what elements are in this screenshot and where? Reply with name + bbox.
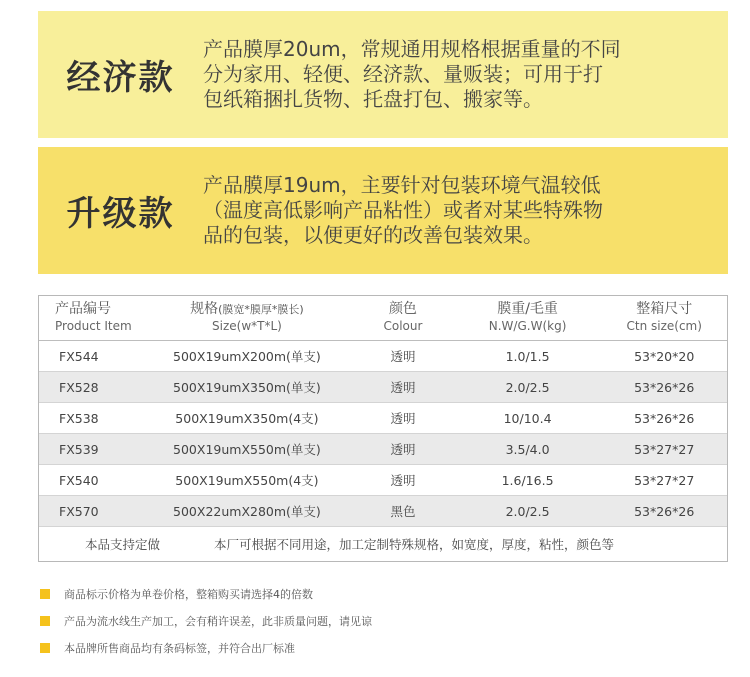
cell-product-item: FX540 (59, 472, 99, 488)
cell-size: 500X19umX350m(4支) (175, 411, 319, 426)
cell-product-item: FX570 (59, 503, 99, 519)
header-carton-size: 整箱尺寸 Ctn size(cm) (626, 301, 702, 333)
table-header (39, 296, 727, 341)
table-row (39, 341, 727, 372)
cell-colour: 透明 (390, 473, 416, 488)
economy-card (38, 11, 728, 138)
cell-carton-size: 53*26*26 (634, 379, 695, 395)
note-text: 商品标示价格为单卷价格，整箱购买请选择4的倍数 (64, 587, 313, 601)
economy-description (203, 37, 728, 112)
cell-product-item: FX528 (59, 379, 99, 395)
square-bullet-icon (40, 643, 50, 653)
upgrade-desc-line: 品的包装，以便更好的改善包装效果。 (203, 223, 543, 247)
cell-product-item: FX539 (59, 441, 99, 457)
custom-order-label: 本品支持定做 (84, 537, 160, 552)
header-size: 规格(膜宽*膜厚*膜长) Size(w*T*L) (190, 301, 304, 333)
note-text: 产品为流水线生产加工，会有稍许误差，此非质量问题，请见谅 (64, 614, 372, 628)
cell-size: 500X19umX200m(单支) (173, 349, 321, 364)
notes-list (40, 580, 700, 661)
table-row (39, 403, 727, 434)
cell-size: 500X19umX550m(4支) (175, 473, 319, 488)
upgrade-title: 升级款 (66, 194, 175, 234)
cell-weight: 2.0/2.5 (505, 503, 550, 519)
cell-weight: 10/10.4 (503, 410, 552, 426)
economy-desc-line: 分为家用、轻便、经济款、量贩装；可用于打 (203, 62, 603, 86)
cell-product-item: FX544 (59, 348, 99, 364)
cell-size: 500X19umX550m(单支) (173, 442, 321, 457)
cell-weight: 1.0/1.5 (505, 348, 550, 364)
note-item (40, 580, 700, 607)
header-weight: 膜重/毛重 N.W/G.W(kg) (488, 301, 567, 333)
economy-title: 经济款 (66, 58, 175, 98)
custom-order-note: 本厂可根据不同用途，加工定制特殊规格，如宽度，厚度，粘性，颜色等 (214, 537, 615, 552)
cell-size: 500X19umX350m(单支) (173, 380, 321, 395)
upgrade-desc-line: （温度高低影响产品粘性）或者对某些特殊物 (203, 198, 603, 222)
economy-desc-line: 包纸箱捆扎货物、托盘打包、搬家等。 (203, 87, 543, 111)
header-product-item: 产品编号 Product Item (55, 301, 132, 333)
square-bullet-icon (40, 616, 50, 626)
cell-weight: 2.0/2.5 (505, 379, 550, 395)
cell-carton-size: 53*26*26 (634, 410, 695, 426)
cell-weight: 3.5/4.0 (505, 441, 550, 457)
note-text: 本品牌所售商品均有条码标签，并符合出厂标准 (64, 641, 295, 655)
table-footer (39, 527, 727, 561)
cell-product-item: FX538 (59, 410, 99, 426)
cell-carton-size: 53*20*20 (634, 348, 695, 364)
cell-carton-size: 53*27*27 (634, 441, 695, 457)
cell-size: 500X22umX280m(单支) (173, 504, 321, 519)
upgrade-card (38, 147, 728, 274)
table-row (39, 434, 727, 465)
cell-carton-size: 53*26*26 (634, 503, 695, 519)
upgrade-desc-line: 产品膜厚19um，主要针对包装环境气温较低 (203, 173, 601, 197)
table-row (39, 372, 727, 403)
table-row (39, 496, 727, 527)
cell-carton-size: 53*27*27 (634, 472, 695, 488)
cell-colour: 透明 (390, 380, 416, 395)
economy-desc-line: 产品膜厚20um，常规通用规格根据重量的不同 (203, 37, 621, 61)
table-row (39, 465, 727, 496)
header-colour: 颜色 Colour (383, 301, 423, 333)
note-item (40, 607, 700, 634)
cell-weight: 1.6/16.5 (501, 472, 554, 488)
cell-colour: 透明 (390, 411, 416, 426)
square-bullet-icon (40, 589, 50, 599)
note-item (40, 634, 700, 661)
upgrade-description (203, 173, 728, 248)
cell-colour: 透明 (390, 349, 416, 364)
cell-colour: 黑色 (390, 504, 416, 519)
cell-colour: 透明 (390, 442, 416, 457)
spec-table (38, 295, 728, 562)
